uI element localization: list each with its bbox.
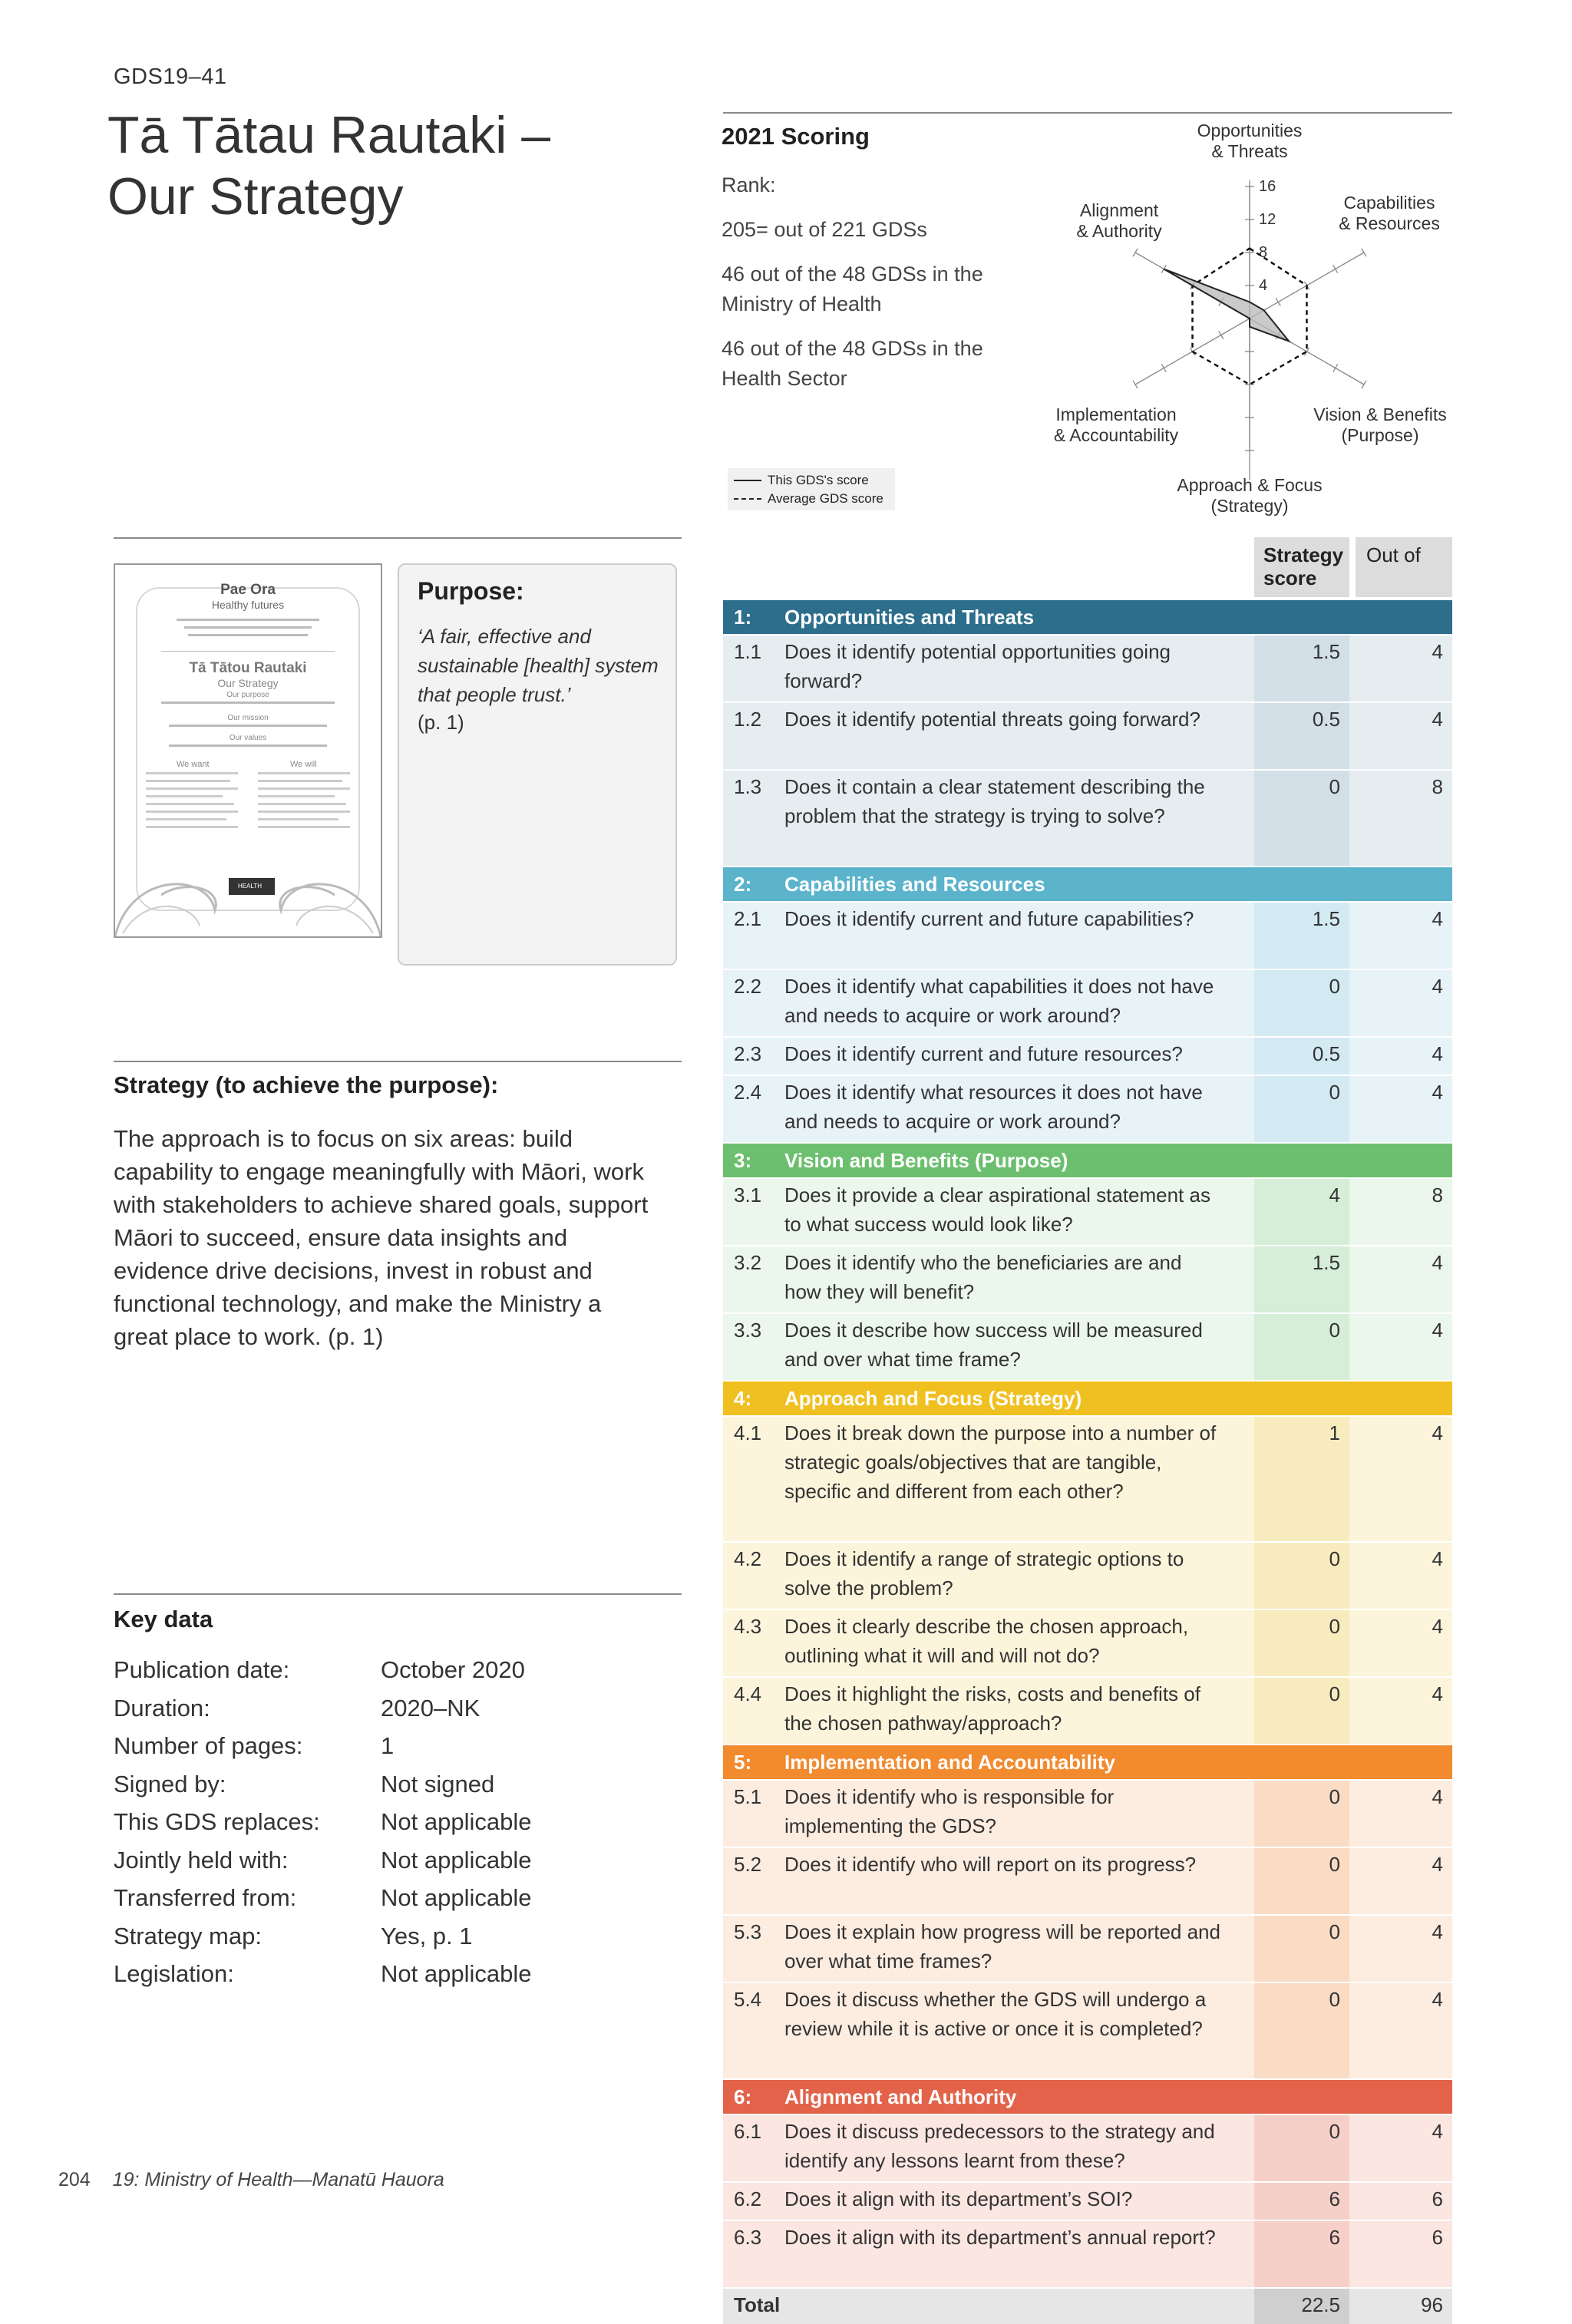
outof-cell bbox=[1356, 2221, 1452, 2287]
page-title bbox=[107, 104, 660, 227]
section-title: Opportunities and Threats bbox=[784, 606, 1035, 629]
outof-value: 8 bbox=[1432, 775, 1443, 798]
key-data-value: Not applicable bbox=[381, 1846, 532, 1873]
section-title: Capabilities and Resources bbox=[784, 873, 1045, 896]
radar-legend bbox=[728, 468, 895, 510]
score-value: 6 bbox=[1329, 2226, 1340, 2249]
outof-cell bbox=[1356, 1678, 1452, 1744]
question-text: Does it identify what capabilities it does not have and needs to acquire or work around? bbox=[784, 975, 1214, 1027]
rank-line: 46 out of the 48 GDSs in the Ministry of Health bbox=[722, 262, 983, 315]
radar-axis-label: Opportunities & Threats bbox=[1197, 120, 1303, 161]
col-header-outof bbox=[1356, 537, 1452, 597]
outof-value: 4 bbox=[1432, 1081, 1443, 1104]
outof-value: 4 bbox=[1432, 1042, 1443, 1065]
table-row bbox=[723, 1678, 1452, 1744]
score-cell bbox=[1254, 703, 1349, 769]
total-label: Total bbox=[734, 2293, 781, 2316]
question-text: Does it identify what resources it does not have and needs to acquire or work around? bbox=[784, 1081, 1203, 1133]
key-data-title: Key data bbox=[114, 1606, 213, 1632]
question-id: 5.3 bbox=[734, 1920, 762, 1943]
question-text: Does it identify who is responsible for implementing the GDS? bbox=[784, 1785, 1115, 1837]
outof-value: 4 bbox=[1432, 1682, 1443, 1705]
section-number: 5: bbox=[734, 1751, 752, 1774]
score-cell bbox=[1254, 1179, 1349, 1245]
page-title-line2: Our Strategy bbox=[107, 167, 404, 226]
radar-tick bbox=[1133, 249, 1138, 256]
thumbnail-doc-title: Tā Tātou Rautaki bbox=[189, 660, 307, 676]
section-header bbox=[723, 1745, 1452, 1779]
section-title: Implementation and Accountability bbox=[784, 1751, 1115, 1774]
score-value: 0.5 bbox=[1312, 1042, 1340, 1065]
question-text: Does it identify who the beneficiaries are and how they will benefit? bbox=[784, 1251, 1182, 1303]
key-data-value: 2020–NK bbox=[381, 1694, 481, 1722]
question-text: Does it align with its department’s SOI? bbox=[784, 2187, 1133, 2210]
key-data-value: Yes, p. 1 bbox=[381, 1922, 473, 1949]
outof-cell bbox=[1356, 771, 1452, 866]
key-data-label: Jointly held with: bbox=[114, 1846, 289, 1873]
question-id: 6.3 bbox=[734, 2226, 762, 2249]
question-id: 3.1 bbox=[734, 1183, 762, 1207]
outof-value: 4 bbox=[1432, 2120, 1443, 2143]
outof-cell bbox=[1356, 1610, 1452, 1676]
key-data-value: 1 bbox=[381, 1732, 395, 1759]
question-id: 1.3 bbox=[734, 775, 762, 798]
radar-tick-label: 8 bbox=[1259, 244, 1268, 261]
question-text: Does it highlight the risks, costs and benefits of the chosen pathway/approach? bbox=[784, 1682, 1200, 1735]
section-number: 3: bbox=[734, 1149, 752, 1172]
table-row bbox=[723, 1038, 1452, 1075]
outof-cell bbox=[1356, 1543, 1452, 1609]
score-value: 1 bbox=[1329, 1421, 1340, 1444]
outof-value: 8 bbox=[1432, 1183, 1443, 1207]
total-outof: 96 bbox=[1421, 2293, 1443, 2316]
key-data-value: Not applicable bbox=[381, 1808, 532, 1835]
score-value: 0 bbox=[1329, 1920, 1340, 1943]
question-text: Does it identify potential threats going forward? bbox=[784, 708, 1200, 731]
strategy-text: The approach is to focus on six areas: build capability to engage meaningfully with Māori, work with stakeholders to achieve shared goals, support Māori to succeed, ensure data insights and evidence drive decisions, invest in robust and functional technology, and make the Ministry a great place to work. (p. 1) bbox=[114, 1125, 649, 1350]
question-text: Does it contain a clear statement describing the problem that the strategy is trying to solve? bbox=[784, 775, 1205, 827]
score-value: 0 bbox=[1329, 1319, 1340, 1342]
total-outof-cell bbox=[1356, 2289, 1452, 2324]
question-text: Does it discuss predecessors to the strategy and identify any lessons learnt from these? bbox=[784, 2120, 1215, 2172]
divider bbox=[723, 112, 1452, 114]
key-data-label: This GDS replaces: bbox=[114, 1808, 320, 1835]
radar-tick bbox=[1333, 265, 1338, 272]
table-row bbox=[723, 1417, 1452, 1541]
outof-value: 6 bbox=[1432, 2187, 1443, 2210]
divider bbox=[114, 1593, 682, 1595]
purpose-title: Purpose: bbox=[418, 577, 524, 605]
ministry-logo: HEALTH bbox=[238, 883, 262, 890]
radar-tick-label: 12 bbox=[1259, 211, 1276, 228]
rank-line: 46 out of the 48 GDSs in the Health Sector bbox=[722, 337, 983, 390]
score-value: 1.5 bbox=[1312, 1251, 1340, 1274]
question-text: Does it identify current and future resources? bbox=[784, 1042, 1183, 1065]
score-cell bbox=[1254, 1983, 1349, 2078]
score-value: 0 bbox=[1329, 975, 1340, 998]
table-row bbox=[723, 1610, 1452, 1676]
question-id: 2.4 bbox=[734, 1081, 762, 1104]
footer-text: 19: Ministry of Health—Manatū Hauora bbox=[112, 2169, 444, 2190]
document-thumbnail bbox=[114, 563, 382, 938]
key-data-label: Transferred from: bbox=[114, 1884, 297, 1911]
outof-cell bbox=[1356, 2183, 1452, 2220]
table-row bbox=[723, 1916, 1452, 1982]
question-text: Does it provide a clear aspirational statement as to what success would look like? bbox=[784, 1183, 1210, 1236]
table-row bbox=[723, 970, 1452, 1036]
thumbnail-doc-subtitle: Our Strategy bbox=[217, 677, 279, 689]
section-header bbox=[723, 600, 1452, 634]
question-id: 3.3 bbox=[734, 1319, 762, 1342]
question-id: 1.1 bbox=[734, 640, 762, 663]
radar-tick bbox=[1362, 249, 1366, 256]
rank-block bbox=[722, 170, 1029, 408]
outof-cell bbox=[1356, 2115, 1452, 2181]
outof-cell bbox=[1356, 1076, 1452, 1142]
radar-axis-label: Alignment & Authority bbox=[1076, 200, 1162, 241]
divider bbox=[114, 1061, 682, 1062]
section-title: Approach and Focus (Strategy) bbox=[784, 1387, 1082, 1410]
question-text: Does it discuss whether the GDS will undergo a review while it is active or once it is completed? bbox=[784, 1988, 1207, 2040]
question-text: Does it describe how success will be measured and over what time frame? bbox=[784, 1319, 1203, 1371]
section-title: Vision and Benefits (Purpose) bbox=[784, 1149, 1068, 1172]
radar-tick bbox=[1276, 298, 1280, 305]
question-text: Does it identify who will report on its progress? bbox=[784, 1853, 1197, 1876]
total-score: 22.5 bbox=[1301, 2293, 1340, 2316]
score-cell bbox=[1254, 970, 1349, 1036]
score-value: 0 bbox=[1329, 1615, 1340, 1638]
score-cell bbox=[1254, 903, 1349, 969]
question-text: Does it align with its department’s annual report? bbox=[784, 2226, 1216, 2249]
question-id: 4.1 bbox=[734, 1421, 762, 1444]
table-row bbox=[723, 771, 1452, 866]
question-id: 6.2 bbox=[734, 2187, 762, 2210]
key-data-label: Duration: bbox=[114, 1694, 210, 1722]
question-id: 3.2 bbox=[734, 1251, 762, 1274]
score-cell bbox=[1254, 1678, 1349, 1744]
score-value: 0 bbox=[1329, 775, 1340, 798]
score-value: 4 bbox=[1329, 1183, 1340, 1207]
outof-value: 4 bbox=[1432, 907, 1443, 930]
radar-axis-label: Capabilities & Resources bbox=[1339, 193, 1440, 233]
score-value: 0.5 bbox=[1312, 708, 1340, 731]
key-data-label: Strategy map: bbox=[114, 1922, 262, 1949]
total-row bbox=[723, 2289, 1452, 2324]
thumbnail-section: Our values bbox=[229, 734, 267, 742]
score-value: 1.5 bbox=[1312, 907, 1340, 930]
key-data-value: October 2020 bbox=[381, 1656, 525, 1683]
key-data-label: Signed by: bbox=[114, 1770, 226, 1797]
table-row bbox=[723, 1543, 1452, 1609]
section-header bbox=[723, 1382, 1452, 1415]
score-cell bbox=[1254, 771, 1349, 866]
score-cell bbox=[1254, 1848, 1349, 1914]
score-cell bbox=[1254, 1417, 1349, 1541]
legend-this bbox=[734, 473, 869, 488]
question-id: 4.2 bbox=[734, 1547, 762, 1570]
table-row bbox=[723, 1983, 1452, 2078]
score-cell bbox=[1254, 1076, 1349, 1142]
key-data-value: Not signed bbox=[381, 1770, 495, 1797]
question-text: Does it break down the purpose into a number of strategic goals/objectives that are tangible, specific and different from each other? bbox=[784, 1421, 1217, 1503]
legend-average-label: Average GDS score bbox=[768, 491, 883, 506]
table-row bbox=[723, 635, 1452, 701]
score-value: 1.5 bbox=[1312, 640, 1340, 663]
outof-value: 6 bbox=[1432, 2226, 1443, 2249]
outof-value: 4 bbox=[1432, 640, 1443, 663]
question-id: 2.2 bbox=[734, 975, 762, 998]
score-value: 0 bbox=[1329, 1853, 1340, 1876]
radar-axis-label: Approach & Focus (Strategy) bbox=[1177, 475, 1323, 516]
col-header-score bbox=[1254, 537, 1349, 597]
key-data-label: Legislation: bbox=[114, 1960, 234, 1987]
score-cell bbox=[1254, 2183, 1349, 2220]
thumbnail-section: Our purpose bbox=[226, 691, 269, 699]
outof-cell bbox=[1356, 635, 1452, 701]
question-id: 5.1 bbox=[734, 1785, 762, 1808]
question-text: Does it identify potential opportunities going forward? bbox=[784, 640, 1171, 692]
score-cell bbox=[1254, 2221, 1349, 2287]
table-row bbox=[723, 1314, 1452, 1380]
table-row bbox=[723, 1781, 1452, 1847]
outof-value: 4 bbox=[1432, 1421, 1443, 1444]
radar-tick bbox=[1219, 331, 1224, 338]
radar-tick bbox=[1133, 381, 1138, 388]
score-cell bbox=[1254, 1781, 1349, 1847]
thumbnail-column: We will bbox=[290, 760, 317, 769]
question-text: Does it identify current and future capabilities? bbox=[784, 907, 1194, 930]
outof-cell bbox=[1356, 1038, 1452, 1075]
outof-value: 4 bbox=[1432, 1319, 1443, 1342]
score-value: 0 bbox=[1329, 1081, 1340, 1104]
outof-cell bbox=[1356, 903, 1452, 969]
outof-value: 4 bbox=[1432, 1785, 1443, 1808]
table-row bbox=[723, 1848, 1452, 1914]
table-row bbox=[723, 903, 1452, 969]
outof-value: 4 bbox=[1432, 1988, 1443, 2011]
radar-tick bbox=[1362, 381, 1366, 388]
section-header bbox=[723, 2080, 1452, 2114]
section-number: 6: bbox=[734, 2085, 752, 2108]
page-title-line1: Tā Tātau Rautaki – bbox=[107, 106, 551, 164]
table-row bbox=[723, 1179, 1452, 1245]
outof-value: 4 bbox=[1432, 1920, 1443, 1943]
outof-cell bbox=[1356, 1983, 1452, 2078]
score-cell bbox=[1254, 1314, 1349, 1380]
thumbnail-title: Pae Ora bbox=[220, 582, 276, 598]
score-value: 6 bbox=[1329, 2187, 1340, 2210]
section-number: 1: bbox=[734, 606, 752, 629]
divider bbox=[114, 537, 682, 539]
page-footer bbox=[58, 2169, 444, 2191]
question-id: 4.4 bbox=[734, 1682, 762, 1705]
outof-cell bbox=[1356, 1179, 1452, 1245]
scoring-title: 2021 Scoring bbox=[722, 123, 870, 150]
section-number: 2: bbox=[734, 873, 752, 896]
outof-cell bbox=[1356, 1314, 1452, 1380]
page-number: 204 bbox=[58, 2169, 91, 2190]
outof-value: 4 bbox=[1432, 1547, 1443, 1570]
score-value: 0 bbox=[1329, 1682, 1340, 1705]
table-row bbox=[723, 703, 1452, 769]
radar-this-series bbox=[1164, 269, 1289, 342]
question-text: Does it explain how progress will be reported and over what time frames? bbox=[784, 1920, 1220, 1972]
table-row bbox=[723, 2183, 1452, 2220]
section-header bbox=[723, 1144, 1452, 1177]
rank-line: 205= out of 221 GDSs bbox=[722, 218, 927, 241]
key-data-value: Not applicable bbox=[381, 1884, 532, 1911]
score-cell bbox=[1254, 1038, 1349, 1075]
outof-cell bbox=[1356, 1916, 1452, 1982]
score-cell bbox=[1254, 1610, 1349, 1676]
outof-value: 4 bbox=[1432, 708, 1443, 731]
radar-tick bbox=[1161, 364, 1166, 371]
table-row bbox=[723, 2221, 1452, 2287]
outof-cell bbox=[1356, 1781, 1452, 1847]
score-value: 0 bbox=[1329, 1547, 1340, 1570]
radar-tick-label: 4 bbox=[1259, 277, 1268, 294]
outof-cell bbox=[1356, 1246, 1452, 1312]
radar-axis-label: Vision & Benefits (Purpose) bbox=[1313, 404, 1447, 445]
question-id: 1.2 bbox=[734, 708, 762, 731]
outof-value: 4 bbox=[1432, 1251, 1443, 1274]
outof-cell bbox=[1356, 1848, 1452, 1914]
key-data-value: Not applicable bbox=[381, 1960, 532, 1987]
outof-value: 4 bbox=[1432, 1853, 1443, 1876]
table-row bbox=[723, 1246, 1452, 1312]
document-code: GDS19–41 bbox=[114, 64, 227, 89]
section-header bbox=[723, 867, 1452, 901]
score-cell bbox=[1254, 635, 1349, 701]
score-cell bbox=[1254, 1916, 1349, 1982]
radar-axis-label: Implementation & Accountability bbox=[1053, 404, 1179, 445]
score-cell bbox=[1254, 2115, 1349, 2181]
key-data-label: Number of pages: bbox=[114, 1732, 303, 1759]
legend-this-label: This GDS's score bbox=[768, 473, 869, 487]
col-header-score-label: Strategy score bbox=[1263, 543, 1344, 589]
question-id: 5.4 bbox=[734, 1988, 762, 2011]
question-text: Does it identify a range of strategic options to solve the problem? bbox=[784, 1547, 1184, 1599]
outof-value: 4 bbox=[1432, 1615, 1443, 1638]
purpose-ref: (p. 1) bbox=[418, 711, 464, 734]
question-id: 4.3 bbox=[734, 1615, 762, 1638]
question-id: 2.3 bbox=[734, 1042, 762, 1065]
thumbnail-subtitle: Healthy futures bbox=[211, 599, 285, 611]
thumbnail-graphic bbox=[115, 565, 381, 936]
question-id: 6.1 bbox=[734, 2120, 762, 2143]
score-value: 0 bbox=[1329, 1785, 1340, 1808]
table-row bbox=[723, 2115, 1452, 2181]
score-value: 0 bbox=[1329, 2120, 1340, 2143]
question-text: Does it clearly describe the chosen approach, outlining what it will and will not do? bbox=[784, 1615, 1189, 1667]
score-value: 0 bbox=[1329, 1988, 1340, 2011]
outof-cell bbox=[1356, 1417, 1452, 1541]
thumbnail-section: Our mission bbox=[227, 714, 269, 722]
radar-tick-label: 16 bbox=[1259, 178, 1276, 195]
section-title: Alignment and Authority bbox=[784, 2085, 1017, 2108]
score-cell bbox=[1254, 1246, 1349, 1312]
key-data-label: Publication date: bbox=[114, 1656, 290, 1683]
outof-cell bbox=[1356, 970, 1452, 1036]
total-score-cell bbox=[1254, 2289, 1349, 2324]
question-id: 2.1 bbox=[734, 907, 762, 930]
score-cell bbox=[1254, 1543, 1349, 1609]
legend-average bbox=[734, 491, 883, 507]
radar-chart bbox=[1021, 115, 1458, 522]
outof-cell bbox=[1356, 703, 1452, 769]
outof-value: 4 bbox=[1432, 975, 1443, 998]
thumbnail-column: We want bbox=[177, 760, 210, 769]
question-id: 5.2 bbox=[734, 1853, 762, 1876]
table-row bbox=[723, 1076, 1452, 1142]
col-header-outof-label: Out of bbox=[1366, 543, 1421, 566]
rank-label: Rank: bbox=[722, 173, 776, 196]
section-number: 4: bbox=[734, 1387, 752, 1410]
strategy-title: Strategy (to achieve the purpose): bbox=[114, 1071, 499, 1098]
radar-tick bbox=[1333, 364, 1338, 371]
purpose-quote: ‘A fair, effective and sustainable [health] system that people trust.’ bbox=[418, 625, 659, 706]
